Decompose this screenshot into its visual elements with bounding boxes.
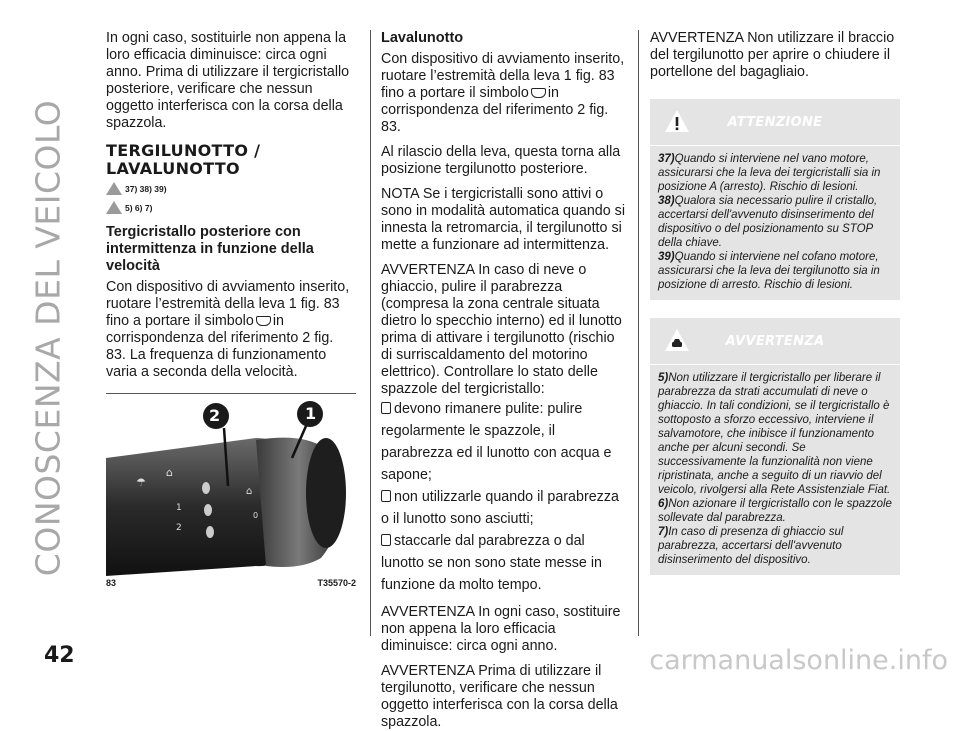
warning-refs-text: 37) 38) 39) <box>125 183 167 194</box>
note-item <box>658 371 892 497</box>
caution-box-title: AVVERTENZA <box>725 333 825 349</box>
list-item <box>381 486 629 530</box>
page-number: 42 <box>44 643 75 668</box>
note-number: 38) <box>658 195 675 207</box>
caution-refs <box>106 201 356 214</box>
figure-rule <box>106 393 356 394</box>
list-item-text: devono rimanere pulite: pulire regolarmente le spazzole, il parabrezza ed il lunotto con acqua e sapone; <box>381 401 612 483</box>
svg-text:1: 1 <box>176 503 182 513</box>
callout-2: 2 <box>209 406 221 425</box>
note-item <box>658 152 892 194</box>
rear-washer-icon <box>531 88 546 98</box>
caution-car-icon <box>664 328 690 352</box>
caution-box-header <box>658 328 892 354</box>
paragraph: AVVERTENZA In caso di neve o ghiaccio, pulire il parabrezza (compresa la zona centrale situata dietro lo specchio interno) ed il lunotto prima di attivare i tergilunotto (rischio di surriscaldamento del motorino elettrico). Controllare lo stato delle spazzole del tergicristallo: <box>381 262 622 397</box>
column-1 <box>106 30 356 588</box>
attention-box-header <box>658 109 892 135</box>
svg-text:2: 2 <box>176 523 182 533</box>
paragraph <box>381 51 629 136</box>
note-text: Qualora sia necessario pulire il cristallo, accertarsi dell'avvenuto disinserimento del dispositivo o del posizionamento su STOP della chiave. <box>658 195 878 249</box>
svg-text:⌂: ⌂ <box>246 486 253 497</box>
note-item <box>658 250 892 292</box>
bullet-icon <box>381 534 391 546</box>
paragraph: AVVERTENZA Non utilizzare il braccio del tergilunotto per aprire o chiudere il portellone del bagagliaio. <box>650 30 895 80</box>
svg-text:☂: ☂ <box>136 476 146 489</box>
list-item <box>381 530 629 596</box>
attention-box <box>650 99 900 300</box>
rear-wiper-icon <box>256 316 271 326</box>
note-text: In caso di presenza di ghiaccio sul parabrezza, accertarsi dell'avvenuto disinserimento del dispositivo. <box>658 526 844 566</box>
note-number: 39) <box>658 251 675 263</box>
caution-refs-text: 5) 6) 7) <box>125 202 153 213</box>
caution-box <box>650 318 900 575</box>
side-section-title: CONOSCENZA DEL VEICOLO <box>28 99 68 577</box>
paragraph: AVVERTENZA Prima di utilizzare il tergilunotto, verificare che nessun oggetto interferisca con la corsa della spazzola. <box>381 663 618 730</box>
attention-box-title: ATTENZIONE <box>727 114 823 130</box>
callout-1: 1 <box>305 404 317 423</box>
box-divider <box>650 145 900 146</box>
note-text: Quando si interviene nel cofano motore, assicurarsi che la leva dei tergilunotto sia in posizione di arresto. Rischio di lesioni. <box>658 251 880 291</box>
column-divider <box>638 30 639 636</box>
warning-triangle-icon <box>106 182 122 195</box>
note-number: 6) <box>658 498 669 510</box>
paragraph-text: in corrispondenza del riferimento 2 fig. 83. <box>381 85 609 135</box>
subheading: Lavalunotto <box>381 30 464 46</box>
paragraph: AVVERTENZA In ogni caso, sostituire non appena la loro efficacia diminuisce: circa ogni anno. <box>381 604 621 654</box>
paragraph <box>106 279 356 381</box>
column-2 <box>381 30 629 731</box>
svg-text:0: 0 <box>253 511 259 520</box>
paragraph-text: Con dispositivo di avviamento inserito, ruotare l’estremità della leva 1 fig. 83 fino a portare il simbolo <box>381 51 625 101</box>
bullet-icon <box>381 402 391 414</box>
figure-caption <box>106 578 356 588</box>
figure-83 <box>106 398 356 576</box>
paragraph: Al rilascio della leva, questa torna alla posizione tergilunotto posteriore. <box>381 144 621 177</box>
warning-triangle-icon <box>664 109 690 133</box>
figure-number: 83 <box>106 578 117 588</box>
svg-text:⌂: ⌂ <box>166 466 173 479</box>
column-divider <box>370 30 371 636</box>
note-item <box>658 525 892 567</box>
note-text: Quando si interviene nel vano motore, assicurarsi che la leva dei tergicristalli sia in posizione A (arresto). Rischio di lesioni. <box>658 153 881 193</box>
watermark: carmanualsonline.info <box>649 645 948 676</box>
column-3 <box>650 30 900 575</box>
note-text: Non azionare il tergicristallo con le spazzole sollevate dal parabrezza. <box>658 498 892 524</box>
paragraph-text: Con dispositivo di avviamento inserito, ruotare l’estremità della leva 1 fig. 83 fino a portare il simbolo <box>106 279 350 329</box>
note-item <box>658 194 892 250</box>
note-item <box>658 497 892 525</box>
figure-code: T35570-2 <box>317 578 356 588</box>
paragraph: NOTA Se i tergicristalli sono attivi o sono in modalità automatica quando si innesta la retromarcia, il tergilunotto si mette a funzionare ad intermittenza. <box>381 186 625 253</box>
paragraph-text: in corrispondenza del riferimento 2 fig. 83. La frequenza di funzionamento varia a seconda della velocità. <box>106 313 334 380</box>
note-number: 5) <box>658 372 669 384</box>
bullet-icon <box>381 490 391 502</box>
warning-refs <box>106 182 356 195</box>
caution-triangle-icon <box>106 201 122 214</box>
note-number: 7) <box>658 526 669 538</box>
section-heading: TERGILUNOTTO / LAVALUNOTTO <box>106 141 261 178</box>
note-text: Non utilizzare il tergicristallo per liberare il parabrezza da strati accumulati di neve o ghiaccio. In tali condizioni, se il tergicristallo è sottoposto a sforzo eccessivo, interviene il salvamotore, che inibisce il funzionamento anche per alcuni secondi. Se successivamente la funzionalità non viene ripristinata, anche a seguito di un riavvio del veicolo, rivolgersi alla Rete Assistenziale Fiat. <box>658 372 891 496</box>
paragraph: In ogni caso, sostituirle non appena la loro efficacia diminuisce: circa ogni anno. Prima di utilizzare il tergicristallo posteriore, verificare che nessun oggetto interferisca con la corsa della spazzola. <box>106 30 350 131</box>
list-item <box>381 398 629 486</box>
box-divider <box>650 364 900 365</box>
list-item-text: staccarle dal parabrezza o dal lunotto se non sono state messe in funzione da molto tempo. <box>381 533 602 593</box>
list-item-text: non utilizzarle quando il parabrezza o il lunotto sono asciutti; <box>381 489 619 527</box>
note-number: 37) <box>658 153 675 165</box>
subheading: Tergicristallo posteriore con intermittenza in funzione della velocità <box>106 224 314 274</box>
wiper-lever-illustration <box>106 398 356 576</box>
